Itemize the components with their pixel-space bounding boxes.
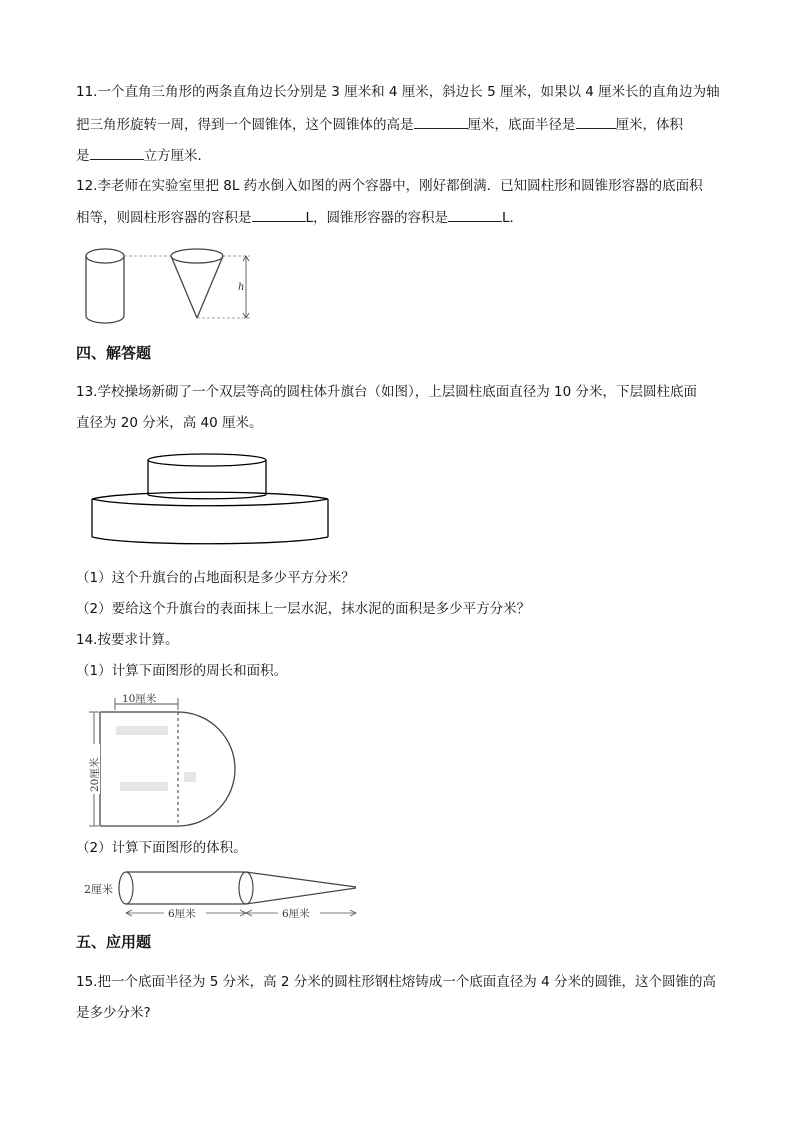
cylinder-length-label: 6厘米 <box>168 908 196 920</box>
q12-cylinder-blank[interactable] <box>252 207 306 222</box>
q12-line1: 12.李老师在实验室里把 8L 药水倒入如图的两个容器中，刚好都倒满．已知圆柱形和圆锥形容器的底面积 <box>76 178 703 194</box>
q11-text-a: 把三角形旋转一周，得到一个圆锥体，这个圆锥体的高是 <box>76 117 414 133</box>
section-4-title: 四、解答题 <box>76 344 152 362</box>
q14-sub2: （2）计算下面图形的体积。 <box>76 840 247 856</box>
flag-platform-figure <box>88 450 336 550</box>
q11-height-blank[interactable] <box>414 114 468 129</box>
q11-text-b: 厘米，底面半径是 <box>467 117 576 133</box>
top-dimension-label: 10厘米 <box>122 693 157 705</box>
cylinder-with-cone-figure <box>78 866 363 922</box>
q15-line2: 是多少分米? <box>76 1005 151 1021</box>
q12-text-c: L． <box>502 210 524 226</box>
q11-text-d: 是 <box>76 148 90 164</box>
q11-line3 <box>76 145 211 166</box>
section-5-title: 五、应用题 <box>76 933 152 951</box>
lower-cylinder-top-back <box>92 492 328 499</box>
q11-radius-blank[interactable] <box>576 114 616 129</box>
lower-cylinder-top-front <box>92 499 328 506</box>
rect-semicircle-figure <box>80 692 245 832</box>
q11-line2 <box>76 114 683 135</box>
q11-line1: 11.一个直角三角形的两条直角边长分别是 3 厘米和 4 厘米，斜边长 5 厘米，如果以 4 厘米长的直角边为轴 <box>76 84 720 100</box>
q15-line1: 15.把一个底面半径为 5 分米，高 2 分米的圆柱形钢柱熔铸成一个底面直径为 4 分米的圆锥，这个圆锥的高 <box>76 974 716 990</box>
q14-line1: 14.按要求计算。 <box>76 632 179 648</box>
q14-sub1: （1）计算下面图形的周长和面积。 <box>76 663 288 679</box>
q12-line2 <box>76 207 523 228</box>
q13-sub2: （2）要给这个升旗台的表面抹上一层水泥，抹水泥的面积是多少平方分米？ <box>76 601 531 617</box>
q11-volume-blank[interactable] <box>90 145 144 160</box>
q13-sub1: （1）这个升旗台的占地面积是多少平方分米？ <box>76 570 355 586</box>
q13-line2: 直径为 20 分米，高 40 厘米。 <box>76 415 263 431</box>
q12-text-a: 相等，则圆柱形容器的容积是 <box>76 210 252 226</box>
cylinder-cone-figure <box>78 240 268 330</box>
height-label: h <box>238 282 245 293</box>
cone-length-label: 6厘米 <box>282 908 310 920</box>
upper-cylinder-top <box>148 454 266 466</box>
q12-cone-blank[interactable] <box>448 207 502 222</box>
q13-line1: 13.学校操场新砌了一个双层等高的圆柱体升旗台（如图），上层圆柱底面直径为 10 分米，下层圆柱底面 <box>76 384 697 400</box>
q12-text-b: L，圆锥形容器的容积是 <box>305 210 449 226</box>
lower-cylinder-bottom <box>92 537 328 544</box>
q11-text-e: 立方厘米． <box>143 148 211 164</box>
side-dimension-label: 20厘米 <box>89 757 101 792</box>
q11-text-c: 厘米，体积 <box>615 117 683 133</box>
diameter-label: 2厘米 <box>84 883 113 896</box>
